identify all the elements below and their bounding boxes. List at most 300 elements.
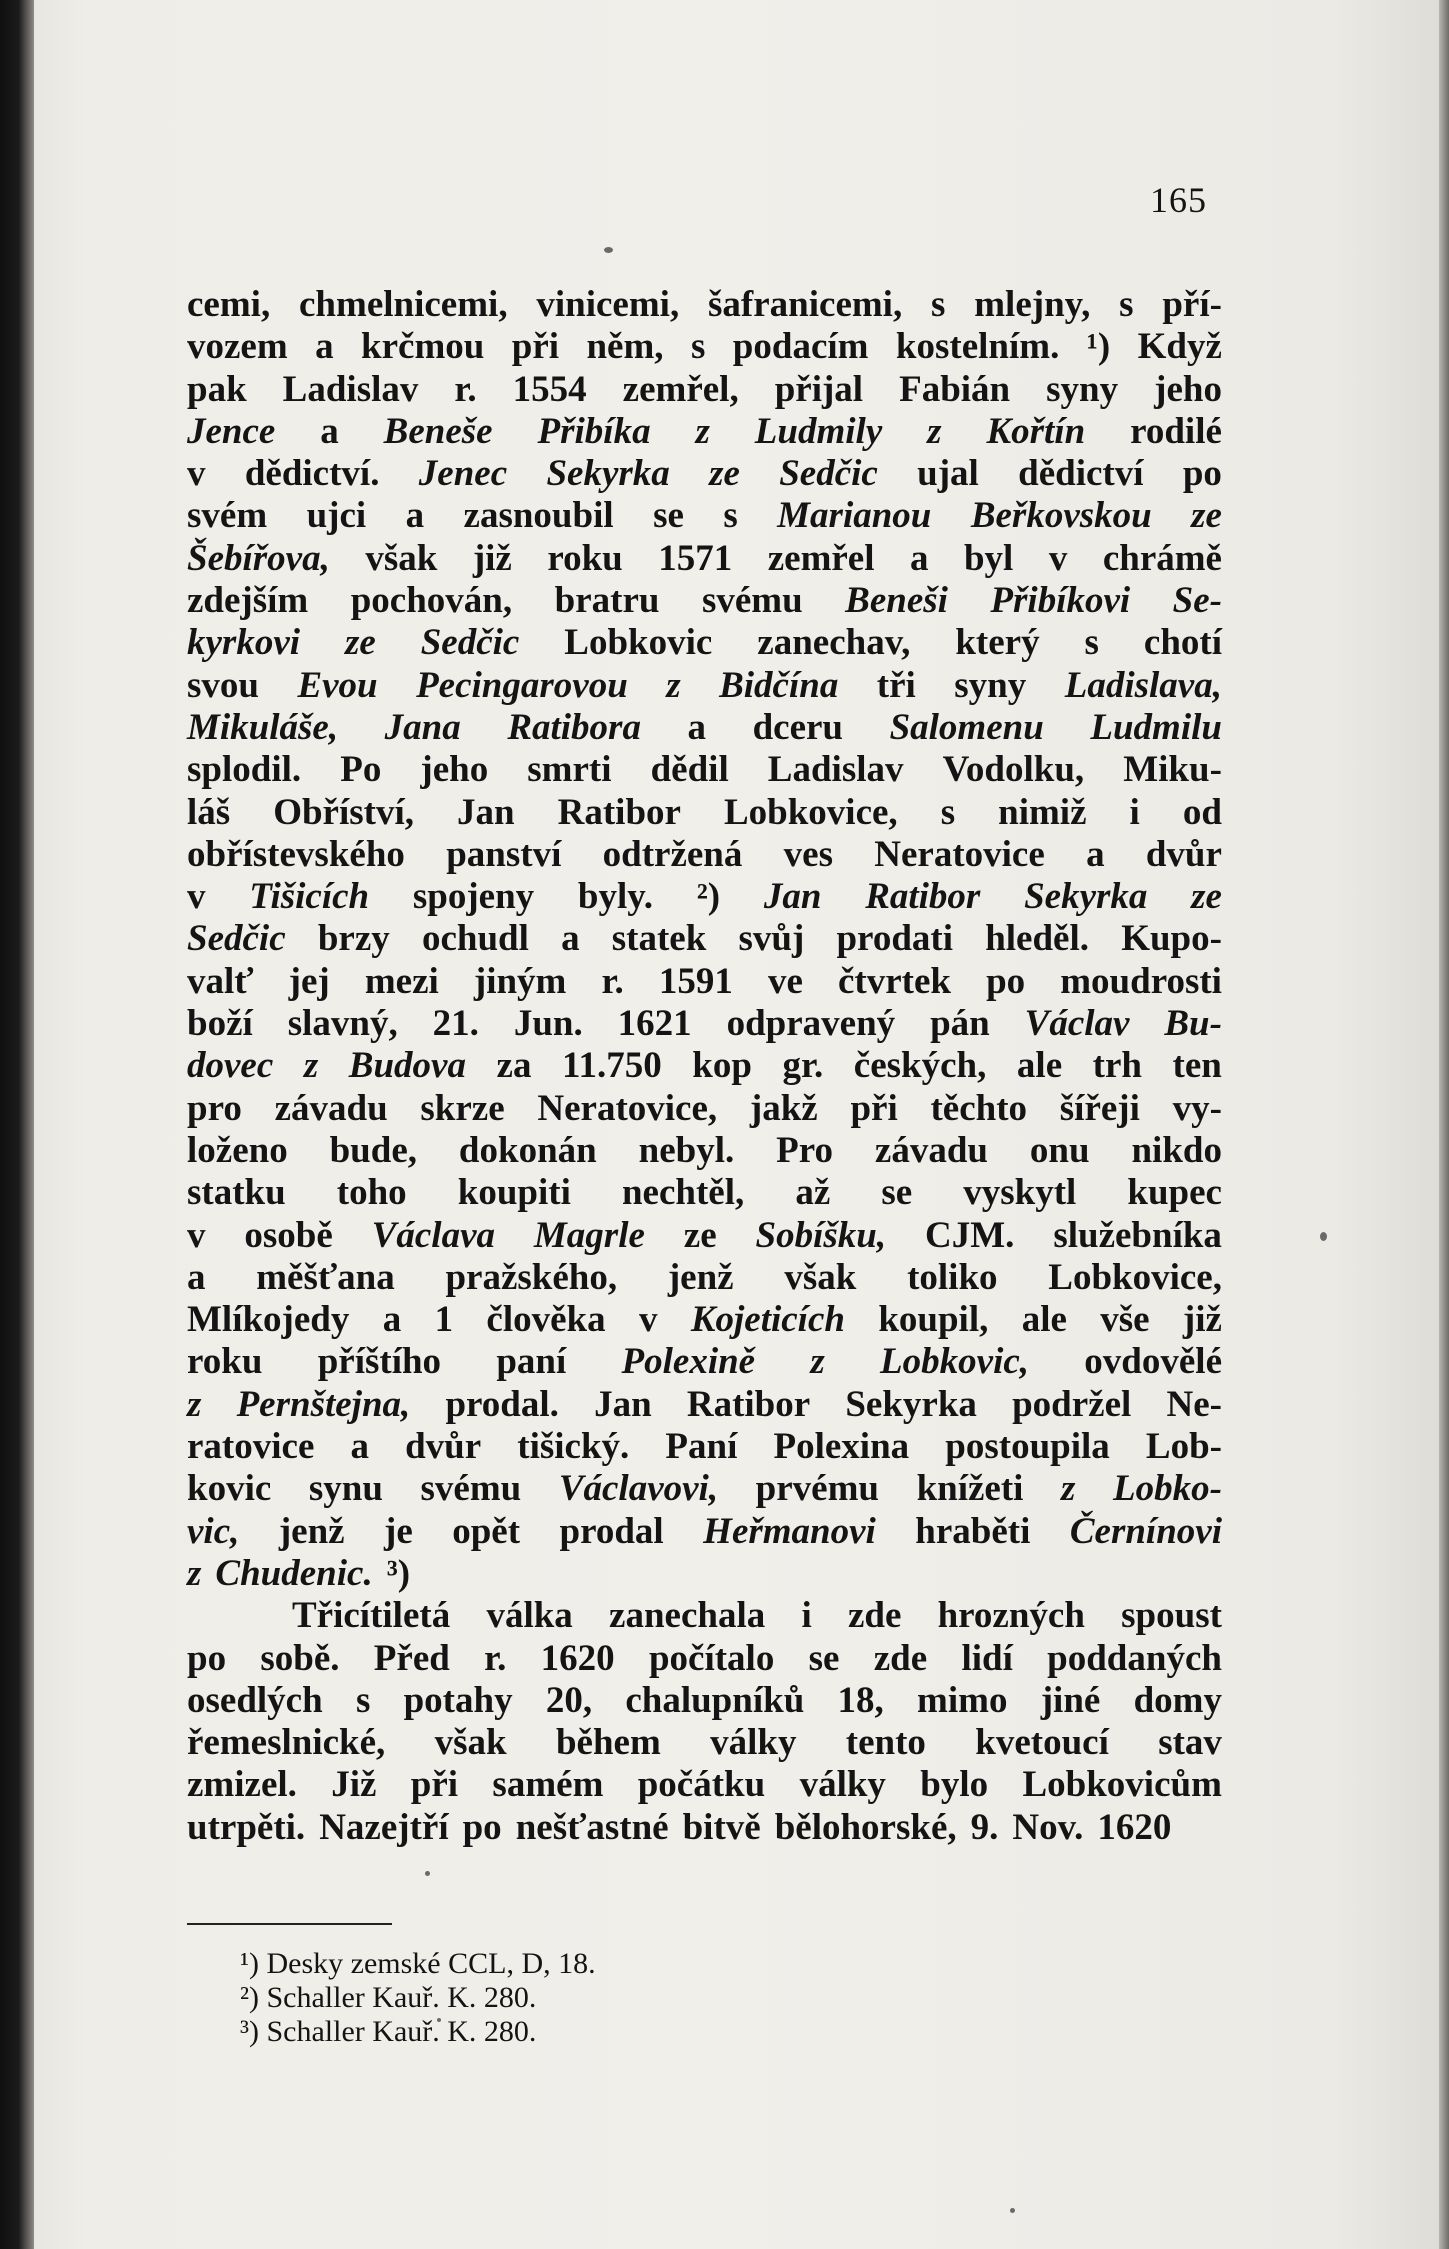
word: který	[955, 622, 1040, 664]
word: svému	[701, 580, 803, 622]
word: 21.	[432, 1003, 479, 1045]
word: po	[986, 960, 1026, 1002]
italic-word: Evou	[297, 664, 378, 706]
word: Nazejtří	[319, 1806, 449, 1848]
word: služebníka	[1053, 1214, 1222, 1256]
italic-word: kyrkovi	[187, 622, 301, 664]
word: kop	[692, 1045, 752, 1087]
word: Obříství,	[273, 791, 415, 833]
word: osedlých	[187, 1679, 323, 1721]
word: již	[472, 537, 512, 579]
word: však	[434, 1722, 507, 1764]
word: od	[1182, 791, 1222, 833]
italic-word: Chudenic.	[215, 1552, 373, 1594]
text-line	[187, 495, 1222, 537]
word: jiným	[473, 960, 567, 1002]
italic-word: Tišicích	[249, 876, 370, 918]
italic-word: Polexině	[621, 1341, 756, 1383]
word: po	[1182, 453, 1222, 495]
word: vinicemi,	[536, 284, 680, 325]
word: mlejny,	[974, 284, 1091, 325]
italic-word: Sekyrka	[546, 453, 670, 495]
text-line	[187, 961, 1222, 1003]
word: brzy	[317, 918, 390, 960]
word: zmizel.	[187, 1764, 297, 1806]
text-line	[187, 1172, 1222, 1214]
text-line	[187, 1722, 1222, 1764]
word: Ratibor	[686, 1383, 811, 1425]
word: láš	[187, 791, 231, 833]
word: ujci	[306, 495, 367, 537]
word: chmelnicemi,	[299, 284, 508, 325]
word: i	[801, 1595, 812, 1637]
word: Lobkovicům	[1022, 1764, 1222, 1806]
page-left-edge-shadow	[0, 0, 34, 2249]
text-line	[187, 538, 1222, 580]
word: pražského,	[445, 1256, 618, 1298]
word: počítalo	[648, 1637, 775, 1679]
text-line	[187, 1045, 1222, 1087]
italic-word: Václavovi,	[558, 1468, 719, 1510]
word: tento	[845, 1722, 926, 1764]
scan-speck	[1010, 2208, 1015, 2213]
word: chrámě	[1102, 537, 1222, 579]
word: mezi	[364, 960, 439, 1002]
word: 1	[434, 1299, 454, 1341]
italic-word: Heřmanovi	[703, 1510, 876, 1552]
italic-word: ze	[344, 622, 376, 664]
italic-word: Lobkovic,	[880, 1341, 1030, 1383]
italic-word: Beřkovskou	[970, 495, 1152, 537]
word: sobě.	[260, 1637, 340, 1679]
word: kovic	[187, 1468, 272, 1510]
word: a	[315, 326, 334, 368]
word: 1554	[512, 368, 587, 410]
footnote-separator-rule	[187, 1923, 392, 1925]
text-line	[187, 792, 1222, 834]
word: bitvě	[682, 1806, 761, 1848]
word: ³)	[386, 1552, 411, 1594]
italic-word: Se-	[1172, 580, 1222, 622]
word: syny	[954, 664, 1027, 706]
word: jiné	[1040, 1679, 1101, 1721]
word: zemřel	[767, 537, 875, 579]
word: rodilé	[1130, 410, 1222, 452]
word: Lobkovic	[564, 622, 713, 664]
word: závadu	[874, 1129, 988, 1171]
word: v	[187, 453, 206, 495]
word: dceru	[752, 706, 844, 748]
word: bělohorské,	[774, 1806, 957, 1848]
word: zanechala	[609, 1595, 766, 1637]
scan-speck	[425, 1871, 430, 1876]
word: nešťastné	[515, 1806, 669, 1848]
word: r.	[601, 960, 624, 1002]
text-line	[187, 1130, 1222, 1172]
word: statku	[187, 1172, 286, 1214]
word: chotí	[1143, 622, 1222, 664]
footnotes	[240, 1947, 596, 2049]
word: dvůr	[1145, 833, 1222, 875]
word: v	[187, 876, 206, 918]
word: Polexina	[773, 1426, 910, 1468]
word: měšťana	[256, 1256, 395, 1298]
word: postoupila	[945, 1426, 1110, 1468]
word: českých,	[853, 1045, 987, 1087]
italic-word: Jana	[384, 706, 461, 748]
word: se	[653, 495, 684, 537]
word: zanechav,	[757, 622, 911, 664]
word: Lob-	[1145, 1426, 1222, 1468]
page-number: 165	[1150, 180, 1207, 220]
word: vozem	[187, 326, 288, 368]
word: boží	[187, 1003, 253, 1045]
word: jej	[288, 960, 330, 1002]
word: jenž	[278, 1510, 345, 1552]
word: Neratovice	[874, 833, 1045, 875]
word: 1620	[1097, 1806, 1172, 1848]
text-line	[187, 749, 1222, 791]
italic-word: Sobíšku,	[755, 1214, 887, 1256]
text-line	[187, 918, 1222, 960]
word: Pro	[776, 1129, 834, 1171]
italic-word: Bidčína	[719, 664, 839, 706]
italic-word: z	[1061, 1468, 1076, 1510]
word: r.	[454, 368, 477, 410]
word: lidí	[961, 1637, 1013, 1679]
word: s	[1119, 284, 1134, 325]
text-line	[187, 1088, 1222, 1130]
word: Ratibor	[557, 791, 681, 833]
footnote-3: ³) Schaller Kauř. K. 280.	[240, 2015, 537, 2048]
italic-word: Kořtín	[986, 410, 1086, 452]
word: s	[723, 495, 738, 537]
word: a	[561, 918, 580, 960]
word: bude,	[329, 1129, 418, 1171]
word: mimo	[917, 1679, 1008, 1721]
italic-word: Budova	[348, 1045, 466, 1087]
word: Třicítiletá	[292, 1595, 451, 1637]
italic-word: z	[303, 1045, 319, 1087]
italic-word: Přibíkovi	[990, 580, 1131, 622]
word: gr.	[782, 1045, 824, 1087]
paragraph-1	[187, 284, 1222, 1595]
text-line	[187, 1426, 1222, 1468]
italic-word: Sedčic	[420, 622, 520, 664]
word: a	[350, 1426, 369, 1468]
word: již	[1182, 1299, 1222, 1341]
word: a	[687, 706, 707, 748]
word: války	[710, 1722, 797, 1764]
italic-word: z	[695, 410, 710, 452]
word: při	[511, 326, 560, 368]
word: při	[410, 1764, 459, 1806]
word: se	[881, 1172, 913, 1214]
italic-word: Ludmily	[754, 410, 883, 452]
word: hrozných	[937, 1595, 1085, 1637]
word: domy	[1133, 1679, 1222, 1721]
word: spojeny	[412, 876, 535, 918]
italic-word: Sedčic	[187, 918, 286, 960]
word: ovdovělé	[1084, 1341, 1222, 1383]
word: a	[320, 410, 339, 452]
word: Fabián	[899, 368, 1011, 410]
word: Lobkovice,	[1048, 1256, 1222, 1298]
word: stav	[1158, 1722, 1222, 1764]
word: chalupníků	[625, 1679, 805, 1721]
italic-word: Mikuláše,	[187, 706, 339, 748]
text-line	[187, 1003, 1222, 1045]
italic-word: Přibíka	[537, 410, 651, 452]
word: byl	[963, 537, 1014, 579]
italic-word: z	[666, 664, 681, 706]
word: toho	[336, 1172, 407, 1214]
italic-word: Černínovi	[1069, 1510, 1222, 1552]
word: paní	[496, 1341, 567, 1383]
word: s	[355, 1679, 371, 1721]
word: svou	[187, 664, 259, 706]
word: krčmou	[361, 326, 485, 368]
word: ten	[1172, 1045, 1222, 1087]
word: 11.750	[562, 1045, 662, 1087]
word: za	[496, 1045, 532, 1087]
word: války	[799, 1764, 886, 1806]
word: až	[795, 1172, 831, 1214]
word: kvetoucí	[975, 1722, 1109, 1764]
word: 18,	[837, 1679, 884, 1721]
word: zasnoubil	[463, 495, 614, 537]
italic-word: ze	[1191, 876, 1222, 918]
italic-word: Ludmilu	[1090, 706, 1222, 748]
word: Mlíkojedy	[187, 1299, 350, 1341]
word: valť	[187, 960, 254, 1002]
word: utrpěti.	[187, 1806, 306, 1848]
word: po	[187, 1637, 227, 1679]
word: ochudl	[421, 918, 529, 960]
word: kupec	[1127, 1172, 1222, 1214]
paragraph-2	[187, 1595, 1222, 1849]
word: v	[1048, 537, 1068, 579]
word: jeho	[420, 749, 489, 791]
word: jenž	[667, 1256, 734, 1298]
word: zdejším	[187, 580, 309, 622]
word: příštího	[317, 1341, 442, 1383]
word: jeho	[1154, 368, 1222, 410]
word: ve	[767, 960, 803, 1002]
word: svém	[187, 495, 268, 537]
italic-word: Marianou	[777, 495, 932, 537]
italic-word: dovec	[187, 1045, 274, 1087]
word: Vodolku,	[942, 749, 1085, 791]
word: splodil.	[187, 749, 302, 791]
italic-word: Jan	[763, 876, 822, 918]
word: podacím	[732, 326, 869, 368]
word: však	[784, 1256, 857, 1298]
italic-word: Lobko-	[1113, 1468, 1222, 1510]
word: onu	[1029, 1129, 1090, 1171]
text-line	[187, 834, 1222, 876]
word: dědil	[650, 749, 729, 791]
italic-word: Ladislava,	[1064, 664, 1222, 706]
word: 9.	[970, 1806, 999, 1848]
text-line	[187, 1595, 1222, 1637]
word: a	[910, 537, 929, 579]
italic-word: Ratibora	[507, 706, 641, 748]
word: ratovice	[187, 1426, 315, 1468]
word: vyskytl	[963, 1172, 1077, 1214]
word: dvůr	[405, 1426, 482, 1468]
word: v	[638, 1299, 658, 1341]
word: i	[1129, 791, 1140, 833]
word: poddaných	[1047, 1637, 1222, 1679]
text-line	[187, 876, 1222, 918]
word: prodal.	[445, 1383, 559, 1425]
word: pro	[187, 1087, 242, 1129]
word: Po	[340, 749, 382, 791]
word: 1571	[658, 537, 733, 579]
word: s	[931, 284, 946, 325]
word: po	[462, 1806, 502, 1848]
word: Paní	[665, 1426, 738, 1468]
italic-word: Beneše	[383, 410, 493, 452]
text-line	[187, 1680, 1222, 1722]
word: šafranicemi,	[708, 284, 903, 325]
word: Jan	[594, 1383, 652, 1425]
word: ¹)	[1086, 326, 1111, 368]
word: roku	[187, 1341, 263, 1383]
word: dědictví.	[244, 453, 380, 495]
word: pochován,	[350, 580, 513, 622]
word: kostelním.	[895, 326, 1060, 368]
word: válka	[486, 1595, 573, 1637]
word: r.	[484, 1637, 507, 1679]
word: nechtěl,	[621, 1172, 745, 1214]
word: Lobkovice,	[723, 791, 898, 833]
word: Nov.	[1012, 1806, 1084, 1848]
word: přijal	[774, 368, 864, 410]
italic-word: Václav	[1024, 1003, 1130, 1045]
text-line	[187, 665, 1222, 707]
word: bratru	[554, 580, 660, 622]
text-line	[187, 580, 1222, 622]
word: při	[850, 1087, 898, 1129]
italic-word: z	[187, 1383, 202, 1425]
word: a	[382, 1299, 402, 1341]
word: panství	[446, 833, 562, 875]
word: opět	[452, 1510, 521, 1552]
text-line	[187, 369, 1222, 411]
italic-word: Šebířova,	[187, 537, 330, 579]
word: cemi,	[187, 284, 271, 325]
word: Když	[1137, 326, 1222, 368]
text-line	[187, 284, 1222, 326]
word: obřístevského	[187, 833, 405, 875]
text-line	[187, 1468, 1222, 1510]
word: koupiti	[457, 1172, 571, 1214]
word: spoust	[1121, 1595, 1222, 1637]
italic-word: Jence	[187, 410, 276, 452]
italic-word: z	[810, 1341, 825, 1383]
italic-word: Kojeticích	[690, 1299, 845, 1341]
italic-word: Salomenu	[889, 706, 1044, 748]
scan-speck	[604, 247, 613, 253]
word: něm,	[586, 326, 664, 368]
word: závadu	[274, 1087, 388, 1129]
italic-word: Magrle	[533, 1214, 645, 1256]
word: Ladislav	[282, 368, 419, 410]
word: vy-	[1172, 1087, 1222, 1129]
word: statek	[611, 918, 707, 960]
word: odtržená	[602, 833, 743, 875]
word: člověka	[486, 1299, 606, 1341]
word: trh	[1092, 1045, 1142, 1087]
word: bylo	[920, 1764, 989, 1806]
italic-word: Pernštejna,	[236, 1383, 411, 1425]
word: svůj	[738, 918, 805, 960]
word: Již	[331, 1764, 377, 1806]
word: ze	[683, 1214, 717, 1256]
word: roku	[547, 537, 623, 579]
word: skrze	[420, 1087, 505, 1129]
word: pak	[187, 368, 247, 410]
word: během	[555, 1722, 661, 1764]
word: vše	[1100, 1299, 1150, 1341]
word: Jan	[457, 791, 515, 833]
italic-word: Bu-	[1164, 1003, 1222, 1045]
word: zde	[847, 1595, 902, 1637]
word: zemřel,	[622, 368, 739, 410]
word: a	[187, 1256, 206, 1298]
word: počátku	[637, 1764, 766, 1806]
text-line	[187, 1384, 1222, 1426]
italic-word: z	[187, 1552, 202, 1594]
text-line	[187, 1511, 1222, 1553]
italic-word: Beneši	[845, 580, 948, 622]
word: loženo	[187, 1129, 288, 1171]
word: však	[365, 537, 438, 579]
word: nimiž	[998, 791, 1087, 833]
word: jakž	[749, 1087, 818, 1129]
scan-speck	[1320, 1232, 1327, 1241]
word: toliko	[907, 1256, 998, 1298]
word: byly.	[577, 876, 653, 918]
footnote-1: ¹) Desky zemské CCL, D, 18.	[240, 1947, 596, 1980]
word: dědictví	[1018, 453, 1144, 495]
word: a	[405, 495, 425, 537]
word: slavný,	[287, 1003, 398, 1045]
text-line	[187, 1553, 1222, 1595]
word: s	[940, 791, 956, 833]
italic-word: Sedčic	[779, 453, 878, 495]
text-line	[187, 622, 1222, 664]
word: Jun.	[513, 1003, 583, 1045]
text-line	[187, 326, 1222, 368]
italic-word: Sekyrka	[1024, 876, 1148, 918]
italic-word: z	[927, 410, 942, 452]
word: tři	[876, 664, 916, 706]
word: ale	[1021, 1299, 1067, 1341]
word: ujal	[917, 453, 979, 495]
word: ²)	[696, 876, 721, 918]
word: čtvrtek	[837, 960, 951, 1002]
italic-word: Jenec	[418, 453, 508, 495]
word: svému	[420, 1468, 522, 1510]
italic-word: Václava	[371, 1214, 495, 1256]
word: prvému	[755, 1468, 879, 1510]
italic-word: ze	[1191, 495, 1222, 537]
italic-word: Pecingarovou	[416, 664, 628, 706]
word: prodal	[559, 1510, 664, 1552]
